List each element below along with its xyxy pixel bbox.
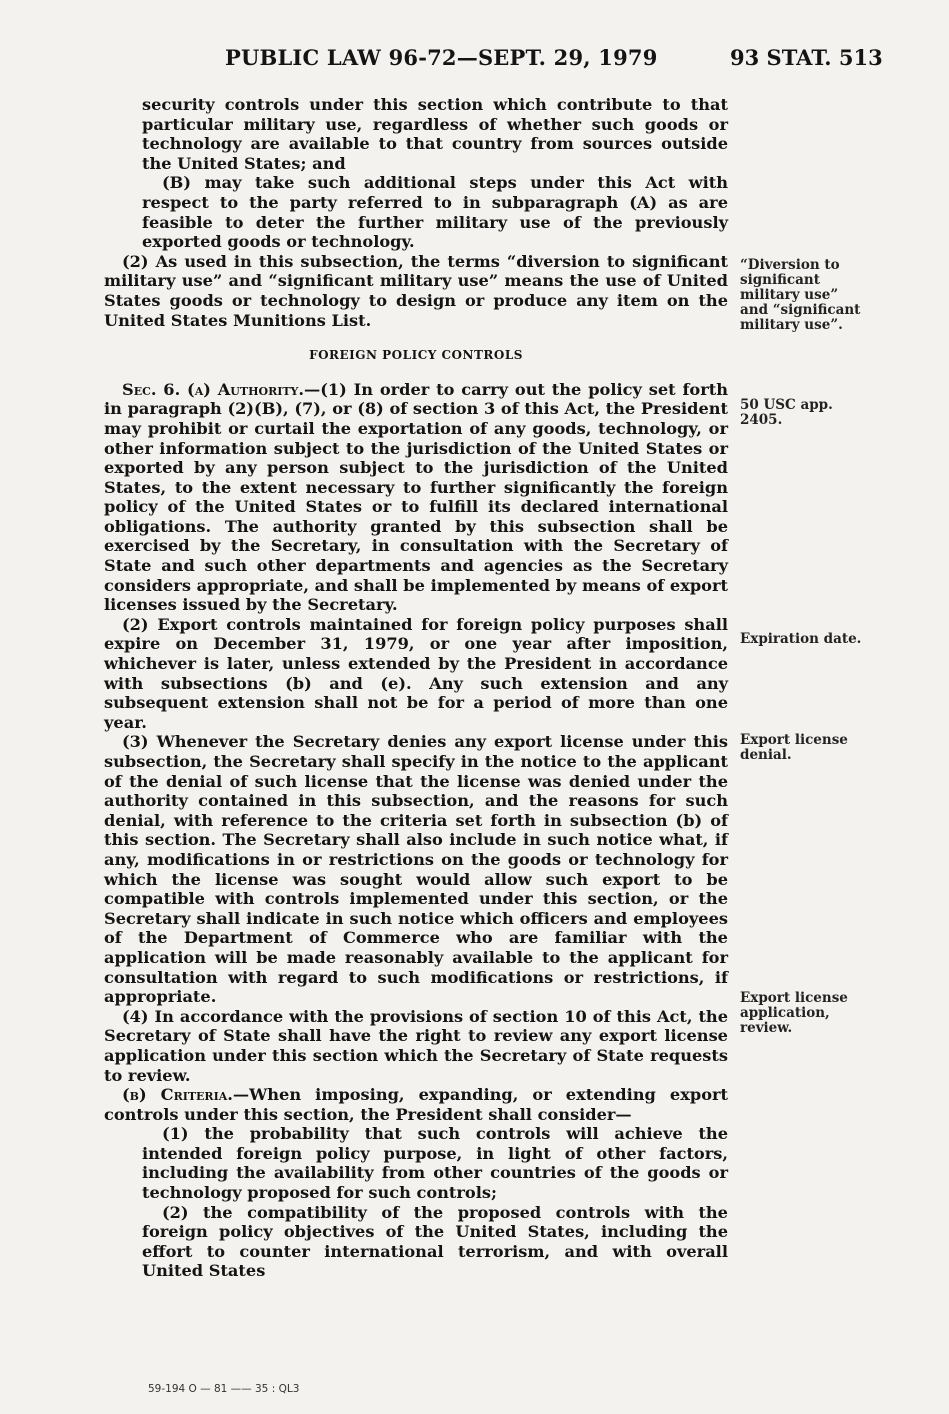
paragraph-expiration: (2) Export controls maintained for foreign policy purposes shall expire on December 31, 1979, or one year after imposition, whichever is later, unless extended by the President in accordance with subsections (b) and (e). Any such extension and any subsequent extension shall not be for a period of more than one year. <box>104 614 728 732</box>
margin-note-usc: 50 USC app. 2405. <box>740 397 833 428</box>
paragraph-continuation: security controls under this section which contribute to that particular military use, regardless of whether such goods or technology are available to that country from sources outside the United States; and <box>142 95 728 173</box>
paragraph-denial: (3) Whenever the Secretary denies any export license under this subsection, the Secretary shall specify in the notice to the applicant of the denial of such license that the license was denied under the authority contained in this subsection, and the reasons for such denial, with reference to the criteria set forth in subsection (b) of this section. The Secretary shall also include in such notice what, if any, modifications in or restrictions on the goods or technology for which the license was sought would allow such export to be compatible with controls implemented under this section, or the Secretary shall indicate in such notice which officers and employees of the Department of Commerce who are familiar with the application will be made reasonably available to the applicant for consultation with regard to such modifications or restrictions, if appropriate. <box>104 732 728 1007</box>
criteria-label: (b) Criteria. <box>122 1085 233 1105</box>
sec6-text: —(1) In order to carry out the policy set forth in paragraph (2)(B), (7), or (8) of section 3 of this Act, the President may prohibit or curtail the exportation of any goods, technology, or other information subject to the jurisdiction of the United States or exported by any person subject to the jurisdiction of the United States, to the extent necessary to further significantly the foreign policy of the United States or to fulfill its declared international obligations. The authority granted by this subsection shall be exercised by the Secretary, in consultation with the Secretary of State and such other departments and agencies as the Secretary considers appropriate, and shall be implemented by means of export licenses issued by the Secretary. <box>104 379 728 615</box>
margin-note-expiration: Expiration date. <box>740 631 862 647</box>
print-footer: 59-194 O — 81 —— 35 : QL3 <box>148 1383 300 1395</box>
paragraph-criteria-1: (1) the probability that such controls will achieve the intended foreign policy purpose, in light of other factors, including the availability from other countries of the goods or technology proposed for such controls; <box>142 1124 728 1203</box>
page-header <box>0 40 949 80</box>
paragraph-b: (B) may take such additional steps under this Act with respect to the party referred to in subparagraph (A) as are feasible to deter the further military use of the previously exported goods or technology. <box>142 173 728 252</box>
criteria-text: —When imposing, expanding, or extending export controls under this section, the President shall consider— <box>104 1085 728 1124</box>
main-text-column <box>104 95 728 1281</box>
sec6-label: Sec. 6. (a) Authority. <box>122 379 305 399</box>
running-title: PUBLIC LAW 96-72—SEPT. 29, 1979 <box>225 45 658 70</box>
paragraph-definition: (2) As used in this subsection, the terms “diversion to significant military use” and “significant military use” means the use of United States goods or technology to design or produce any item on the United States Munitions List. <box>104 251 728 330</box>
paragraph-sec6-authority <box>104 380 728 615</box>
section-heading: FOREIGN POLICY CONTROLS <box>309 348 523 363</box>
paragraph-criteria-2: (2) the compatibility of the proposed controls with the foreign policy objectives of the United States, including the effort to counter international terrorism, and with overall United States <box>142 1202 728 1281</box>
paragraph-review: (4) In accordance with the provisions of section 10 of this Act, the Secretary of State shall have the right to review any export license application under this section which the Secretary of State requests to review. <box>104 1006 728 1085</box>
margin-note-diversion: “Diversion to significant military use” and “significant military use”. <box>740 257 861 333</box>
statute-reference: 93 STAT. 513 <box>730 45 883 70</box>
paragraph-criteria <box>104 1085 728 1124</box>
margin-note-review: Export license application, review. <box>740 990 848 1036</box>
margin-note-denial: Export license denial. <box>740 732 848 763</box>
